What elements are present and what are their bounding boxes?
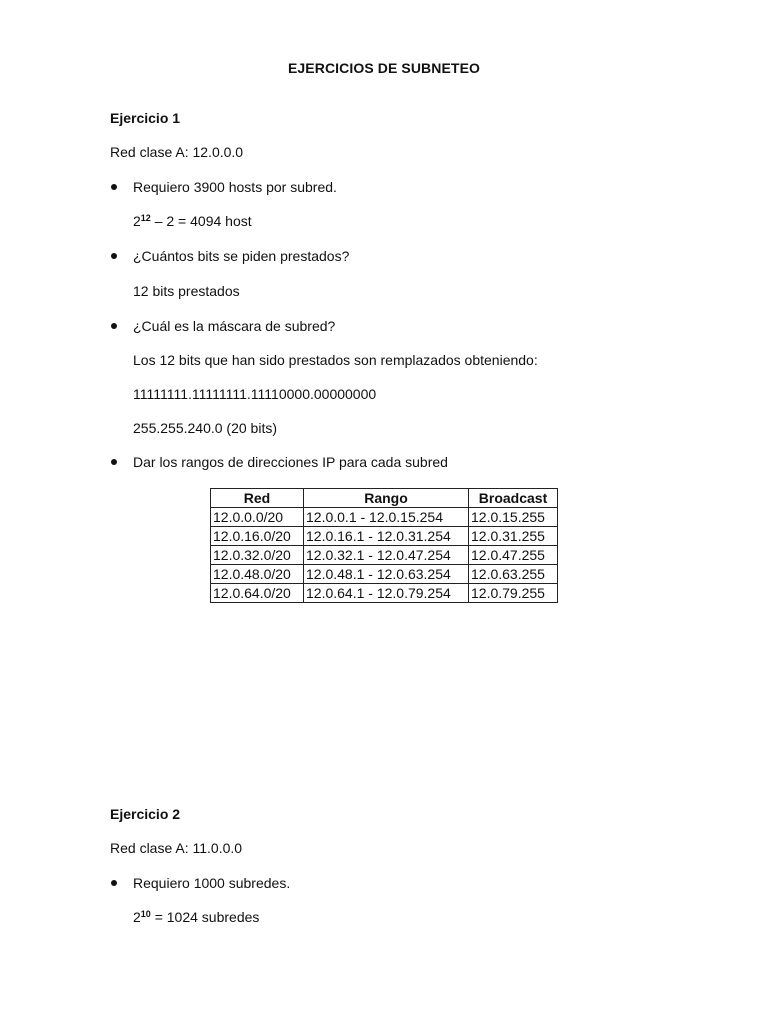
- table-row: [211, 565, 558, 584]
- cell-broadcast: 12.0.79.255: [469, 584, 558, 603]
- ejercicio-2-bullet-subnets: Requiero 1000 subredes.: [133, 875, 291, 891]
- cell-rango: 12.0.64.1 - 12.0.79.254: [304, 584, 469, 603]
- ejercicio-1-red: Red clase A: 12.0.0.0: [110, 144, 244, 160]
- document-title: EJERCICIOS DE SUBNETEO: [287, 60, 480, 76]
- ejercicio-2-subnets-calc: [133, 909, 259, 925]
- ejercicio-2-red: Red clase A: 11.0.0.0: [110, 840, 243, 856]
- table-header-row: [211, 489, 558, 508]
- bullet-icon: [111, 880, 117, 886]
- cell-red: 12.0.48.0/20: [211, 565, 304, 584]
- bullet-icon: [111, 184, 117, 190]
- calc-exponent: 10: [140, 909, 151, 919]
- bullet-icon: [111, 253, 117, 259]
- cell-rango: 12.0.48.1 - 12.0.63.254: [304, 565, 469, 584]
- bullet-icon: [111, 459, 117, 465]
- ejercicio-1-bullet-bits: ¿Cuántos bits se piden prestados?: [133, 248, 350, 264]
- cell-red: 12.0.16.0/20: [211, 527, 304, 546]
- table-row: [211, 527, 558, 546]
- cell-broadcast: 12.0.63.255: [469, 565, 558, 584]
- cell-broadcast: 12.0.15.255: [469, 508, 558, 527]
- cell-red: 12.0.0.0/20: [211, 508, 304, 527]
- table-row: [211, 546, 558, 565]
- cell-rango: 12.0.32.1 - 12.0.47.254: [304, 546, 469, 565]
- cell-broadcast: 12.0.31.255: [469, 527, 558, 546]
- ejercicio-1-bullet-ranges: Dar los rangos de direcciones IP para cada subred: [133, 454, 448, 470]
- ejercicio-1-mask-decimal: 255.255.240.0 (20 bits): [133, 420, 277, 436]
- calc-result: – 2 = 4094 host: [150, 213, 252, 229]
- calc-base: 2: [133, 909, 141, 925]
- ejercicio-1-mask-binary: 11111111.11111111.11110000.00000000: [133, 386, 377, 402]
- cell-rango: 12.0.16.1 - 12.0.31.254: [304, 527, 469, 546]
- table-row: [211, 508, 558, 527]
- column-header-red: Red: [211, 489, 304, 508]
- column-header-broadcast: Broadcast: [469, 489, 558, 508]
- cell-red: 12.0.32.0/20: [211, 546, 304, 565]
- ejercicio-1-bullet-mask: ¿Cuál es la máscara de subred?: [133, 318, 336, 334]
- ejercicio-1-hosts-calc: [133, 213, 252, 229]
- ejercicio-1-heading: Ejercicio 1: [110, 110, 181, 126]
- table-row: [211, 584, 558, 603]
- ejercicio-1-mask-explanation: Los 12 bits que han sido prestados son remplazados obteniendo:: [133, 352, 538, 368]
- ejercicio-1-bullet-hosts: Requiero 3900 hosts por subred.: [133, 179, 337, 195]
- bullet-icon: [111, 323, 117, 329]
- cell-rango: 12.0.0.1 - 12.0.15.254: [304, 508, 469, 527]
- calc-result: = 1024 subredes: [150, 909, 260, 925]
- subnet-ranges-table: [210, 488, 558, 603]
- calc-exponent: 12: [140, 213, 151, 223]
- ejercicio-1-bits-answer: 12 bits prestados: [133, 283, 240, 299]
- ejercicio-2-heading: Ejercicio 2: [110, 806, 181, 822]
- cell-red: 12.0.64.0/20: [211, 584, 304, 603]
- column-header-rango: Rango: [304, 489, 469, 508]
- cell-broadcast: 12.0.47.255: [469, 546, 558, 565]
- calc-base: 2: [133, 213, 141, 229]
